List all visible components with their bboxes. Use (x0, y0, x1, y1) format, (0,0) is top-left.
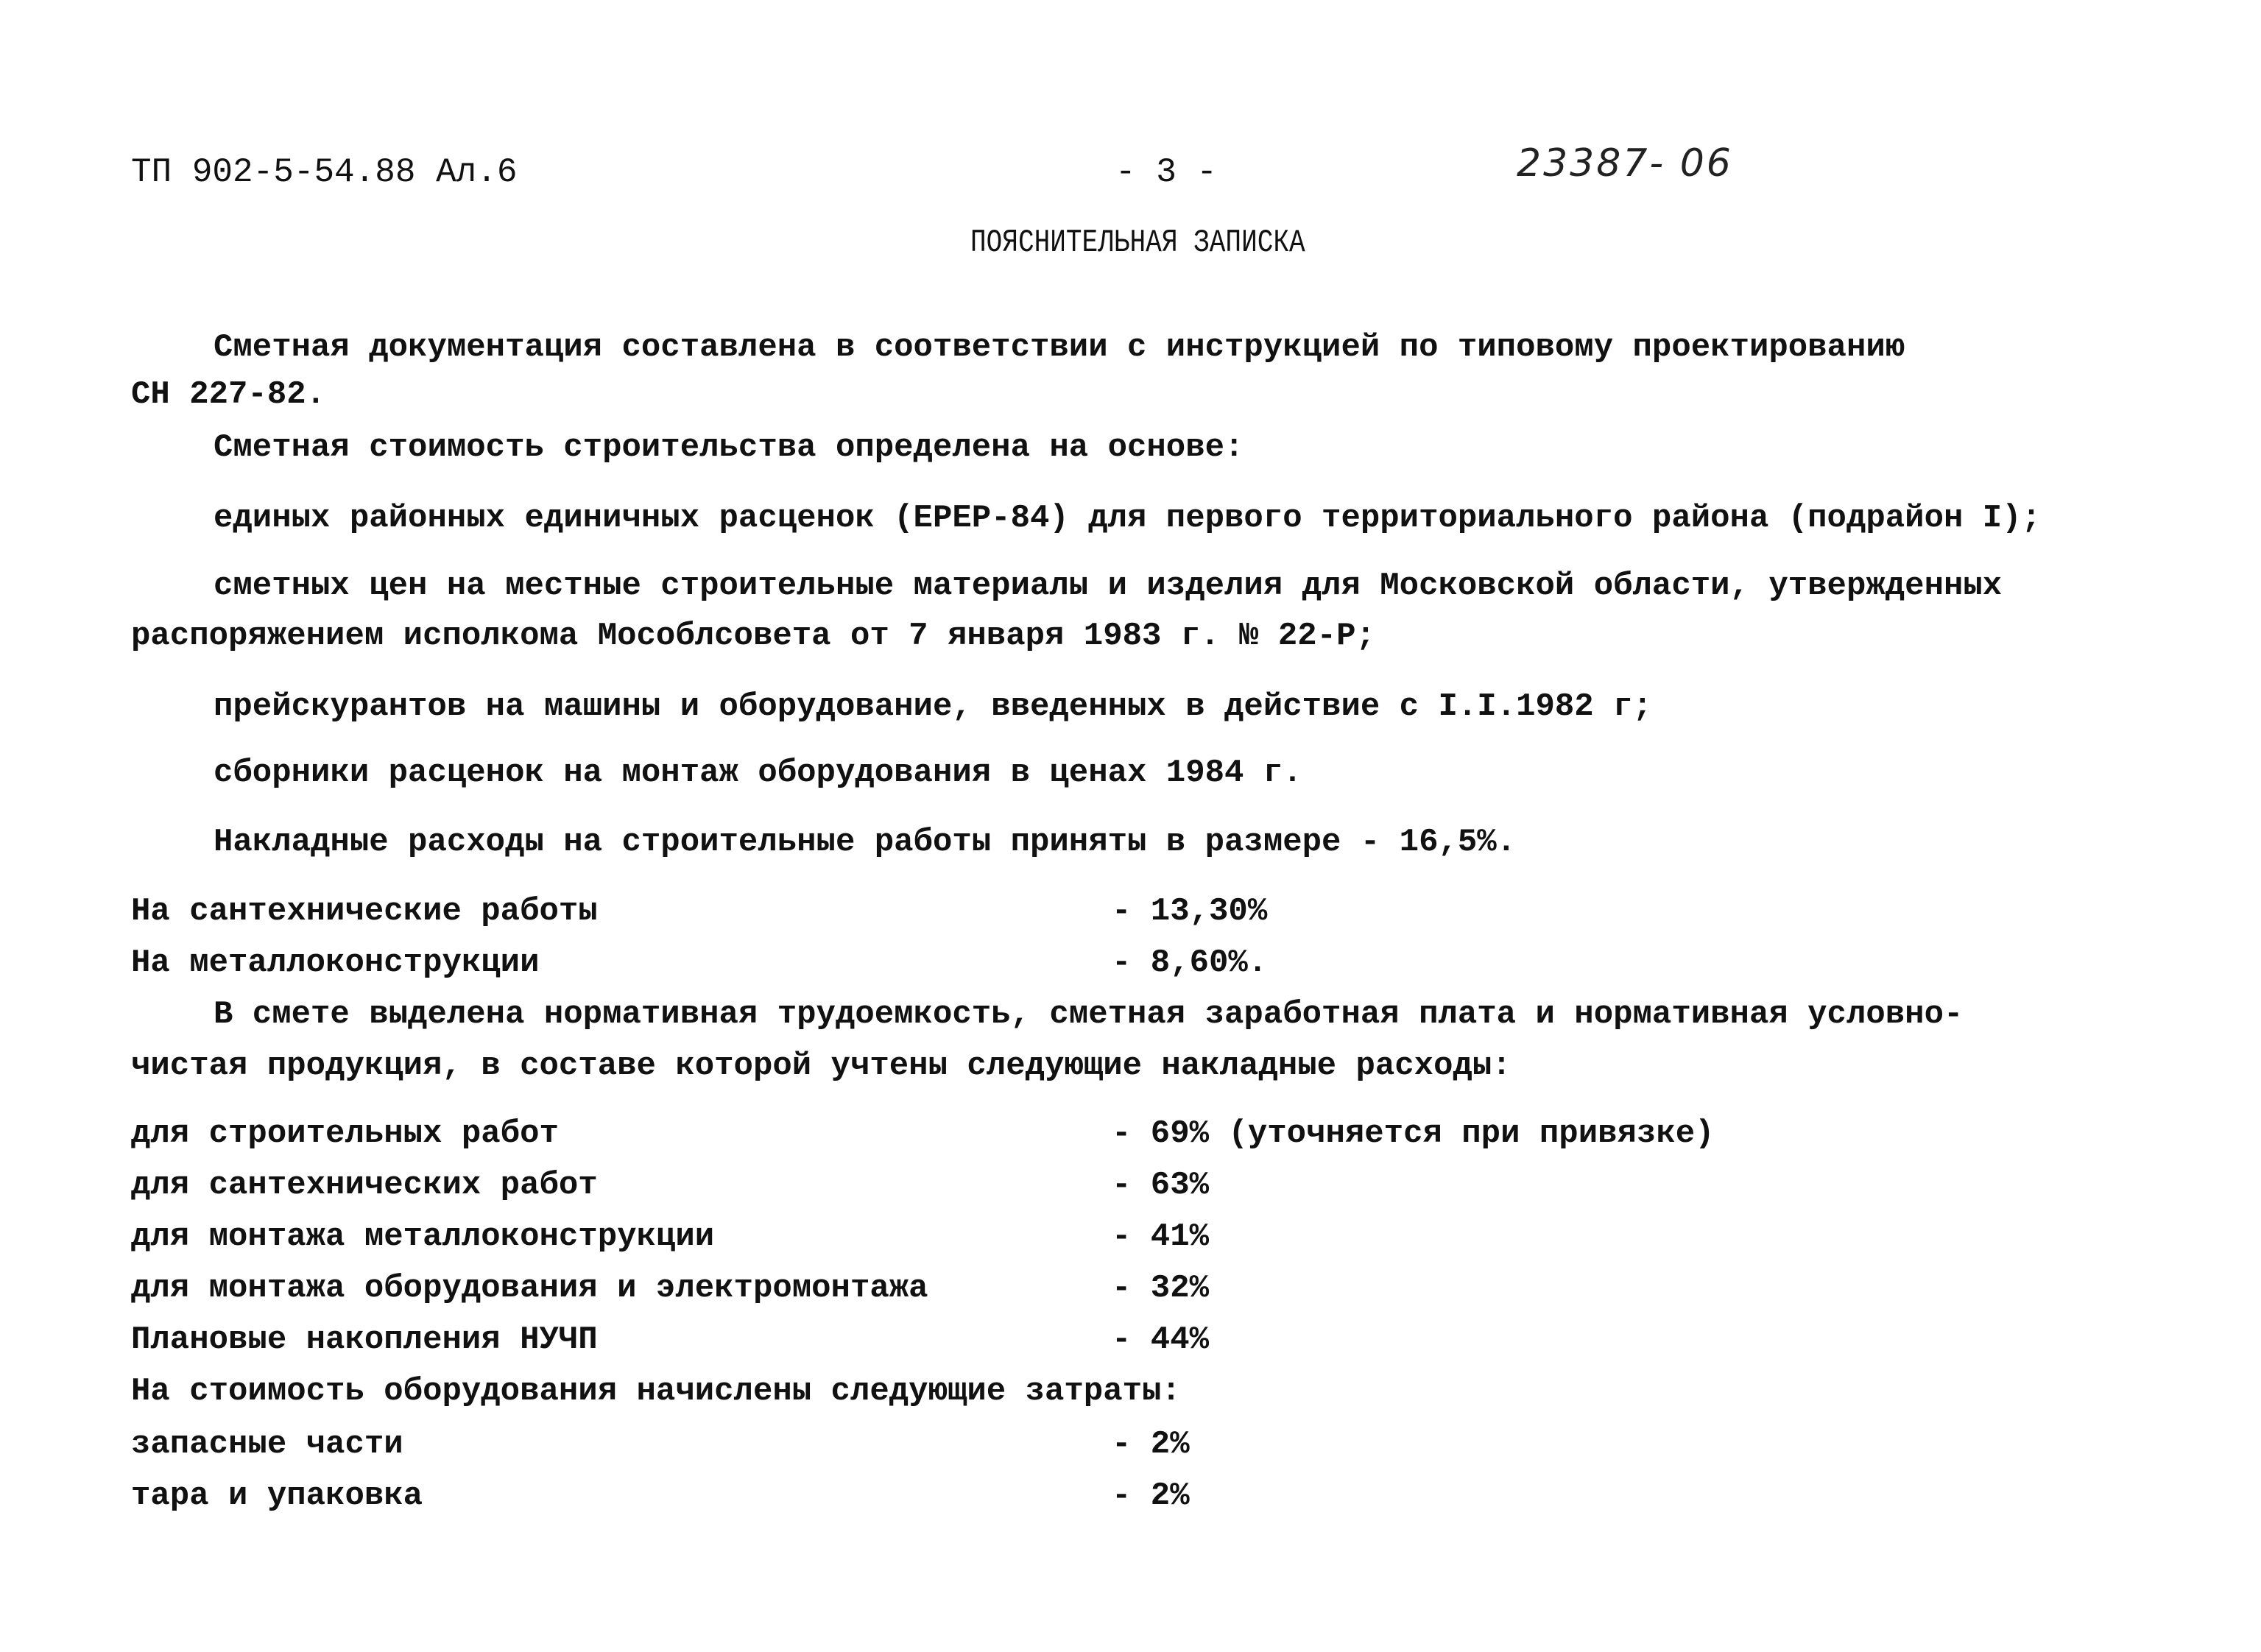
nuchp-value: - 44% (1112, 1321, 1210, 1358)
nuchp-label: для монтажа металлоконструкции (131, 1218, 715, 1255)
nuchp-value: - 63% (1112, 1167, 1210, 1204)
paragraph-1-line-1: Сметная документация составлена в соответствии с инструкцией по типовому проектированию (214, 329, 1905, 366)
paragraph-3: единых районных единичных расценок (ЕРЕР-84) для первого территориального района (подрайон I); (214, 500, 2042, 537)
nuchp-value: - 69% (уточняется при привязке) (1112, 1115, 1715, 1152)
paragraph-5: прейскурантов на машины и оборудование, введенных в действие с I.I.1982 г; (214, 688, 1652, 725)
inventory-number: 23387- 06 (1517, 141, 1733, 186)
paragraph-9: На стоимость оборудования начислены следующие затраты: (131, 1373, 1181, 1410)
page-number: - 3 - (1115, 153, 1218, 191)
nuchp-label: Плановые накопления НУЧП (131, 1321, 598, 1358)
paragraph-8-line-1: В смете выделена нормативная трудоемкость, сметная заработная плата и нормативная условно- (214, 996, 1964, 1033)
paragraph-4-line-1: сметных цен на местные строительные материалы и изделия для Московской области, утвержденных (214, 568, 2003, 604)
paragraph-6: сборники расценок на монтаж оборудования в ценах 1984 г. (214, 755, 1302, 791)
overhead-label: На металлоконструкции (131, 945, 540, 981)
paragraph-1-line-2: СН 227-82. (131, 376, 326, 413)
nuchp-value: - 32% (1112, 1270, 1210, 1307)
nuchp-value: - 41% (1112, 1218, 1210, 1255)
paragraph-8-line-2: чистая продукция, в составе которой учтены следующие накладные расходы: (131, 1048, 1512, 1084)
overhead-label: На сантехнические работы (131, 893, 598, 930)
doc-code: ТП 902-5-54.88 Ал.6 (131, 153, 518, 191)
overhead-value: - 8,60%. (1112, 945, 1268, 981)
equipment-cost-label: тара и упаковка (131, 1478, 423, 1514)
equipment-cost-label: запасные части (131, 1426, 403, 1463)
overhead-value: - 13,30% (1112, 893, 1268, 930)
equipment-cost-value: - 2% (1112, 1478, 1190, 1514)
nuchp-label: для строительных работ (131, 1115, 559, 1152)
nuchp-label: для монтажа оборудования и электромонтажа (131, 1270, 928, 1307)
paragraph-7: Накладные расходы на строительные работы приняты в размере - 16,5%. (214, 824, 1517, 861)
paragraph-2: Сметная стоимость строительства определена на основе: (214, 429, 1244, 466)
equipment-cost-value: - 2% (1112, 1426, 1190, 1463)
page-title: ПОЯСНИТЕЛЬНАЯ ЗАПИСКА (970, 225, 1305, 261)
paragraph-4-line-2: распоряжением исполкома Мособлсовета от 7 января 1983 г. № 22-Р; (131, 618, 1375, 654)
nuchp-label: для сантехнических работ (131, 1167, 598, 1204)
